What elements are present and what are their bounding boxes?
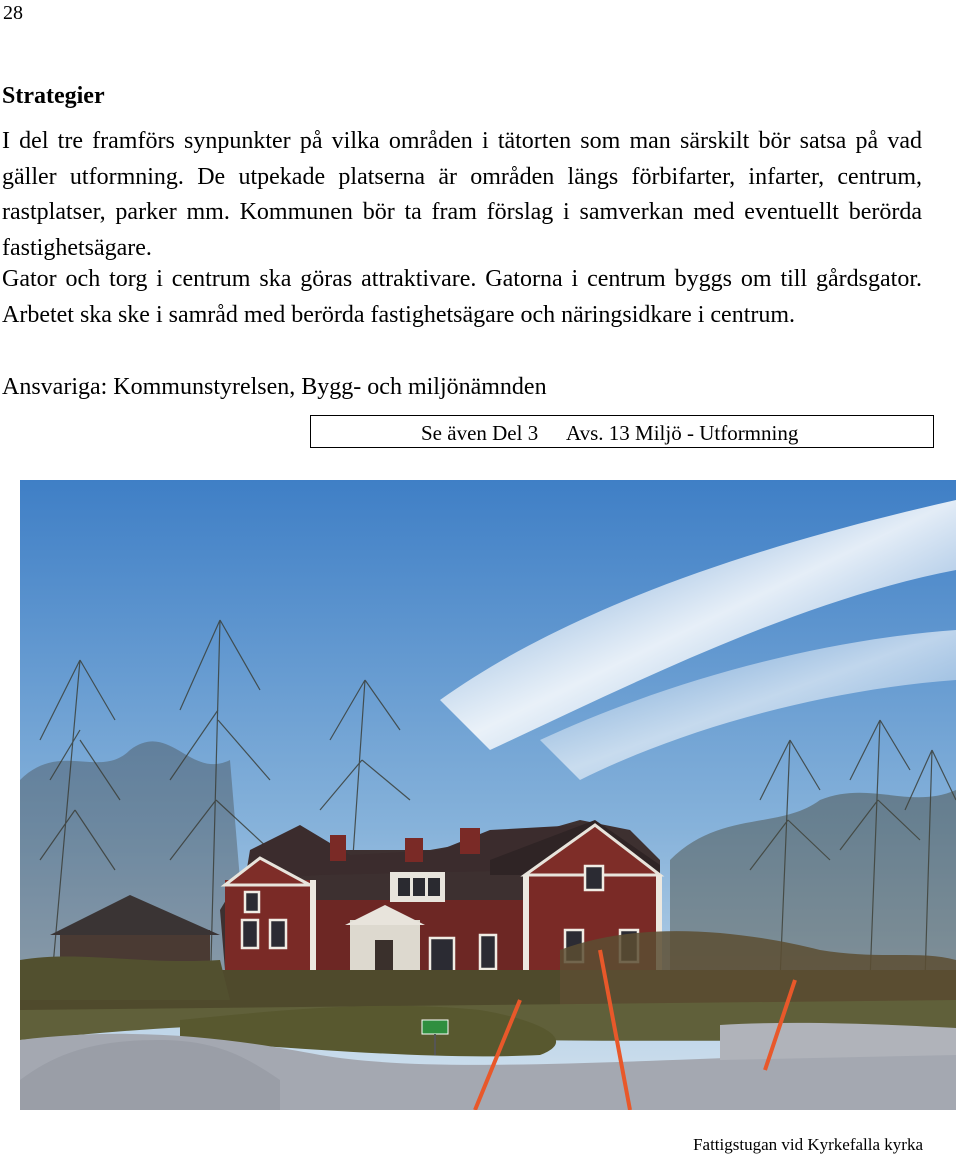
sign (422, 1020, 448, 1034)
hedge (20, 956, 230, 1000)
corner-trim (310, 880, 316, 985)
road (720, 1023, 956, 1060)
corner-trim (523, 875, 529, 985)
cross-reference-box (310, 415, 934, 448)
section-heading: Strategier (2, 83, 105, 109)
reference-part: Se även Del 3 (421, 421, 539, 445)
chimney (460, 828, 480, 854)
photo-caption: Fattigstugan vid Kyrkefalla kyrka (693, 1135, 923, 1154)
window (398, 878, 410, 896)
reference-section: Avs. 13 Miljö - Utformning (566, 421, 799, 445)
window (428, 878, 440, 896)
page-number: 28 (3, 2, 23, 24)
window (413, 878, 425, 896)
paragraph-intro: I del tre framförs synpunkter på vilka områden i tätorten som man särskilt bör satsa på vad gäller utformning. De utpekade platserna är områden längs förbifarter, infarter, centrum, rastplatser, parker mm. Kommunen bör ta fram förslag i samverkan med eventuellt berörda fastighetsägare. (2, 128, 922, 261)
paragraph-responsible: Ansvariga: Kommunstyrelsen, Bygg- och miljönämnden (2, 374, 547, 400)
chimney (405, 838, 423, 862)
paragraph-streets: Gator och torg i centrum ska göras attraktivare. Gatorna i centrum byggs om till gårdsgator. Arbetet ska ske i samråd med berörda fastighetsägare och näringsidkare i centrum. (2, 266, 922, 328)
chimney (330, 835, 346, 861)
house-photo (20, 480, 956, 1110)
